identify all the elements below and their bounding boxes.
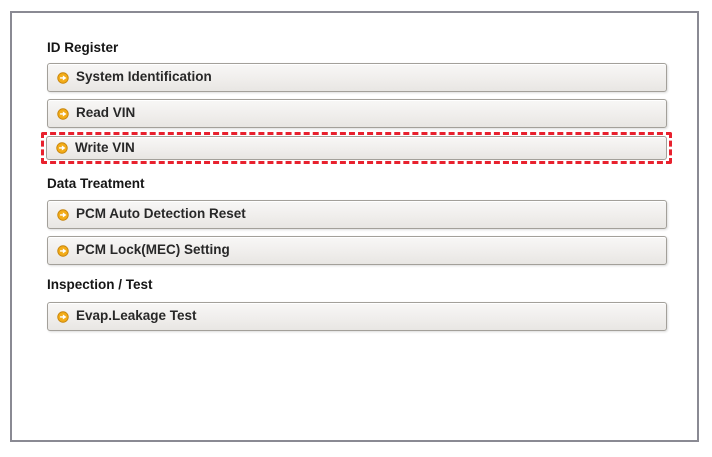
highlight-dashed-outline <box>41 132 672 164</box>
read-vin-button[interactable] <box>47 99 667 128</box>
pcm-auto-detection-reset-button[interactable] <box>47 200 667 229</box>
evap-leakage-test-button[interactable] <box>47 302 667 331</box>
pcm-lock-mec-setting-button[interactable] <box>47 236 667 265</box>
arrow-right-icon <box>56 142 68 154</box>
menu-panel <box>10 11 699 442</box>
arrow-right-icon <box>57 108 69 120</box>
button-label: PCM Auto Detection Reset <box>76 206 246 221</box>
system-identification-button[interactable] <box>47 63 667 92</box>
arrow-right-icon <box>57 209 69 221</box>
arrow-right-icon <box>57 245 69 257</box>
button-label: Read VIN <box>76 105 136 120</box>
section-label-id-register: ID Register <box>47 40 119 55</box>
section-label-data-treatment: Data Treatment <box>47 176 145 191</box>
button-label: Write VIN <box>75 139 135 155</box>
button-label: System Identification <box>76 69 212 84</box>
arrow-right-icon <box>57 311 69 323</box>
arrow-right-icon <box>57 72 69 84</box>
button-label: Evap.Leakage Test <box>76 308 197 323</box>
section-label-inspection-test: Inspection / Test <box>47 277 153 292</box>
write-vin-button[interactable] <box>46 136 667 160</box>
button-label: PCM Lock(MEC) Setting <box>76 242 230 257</box>
